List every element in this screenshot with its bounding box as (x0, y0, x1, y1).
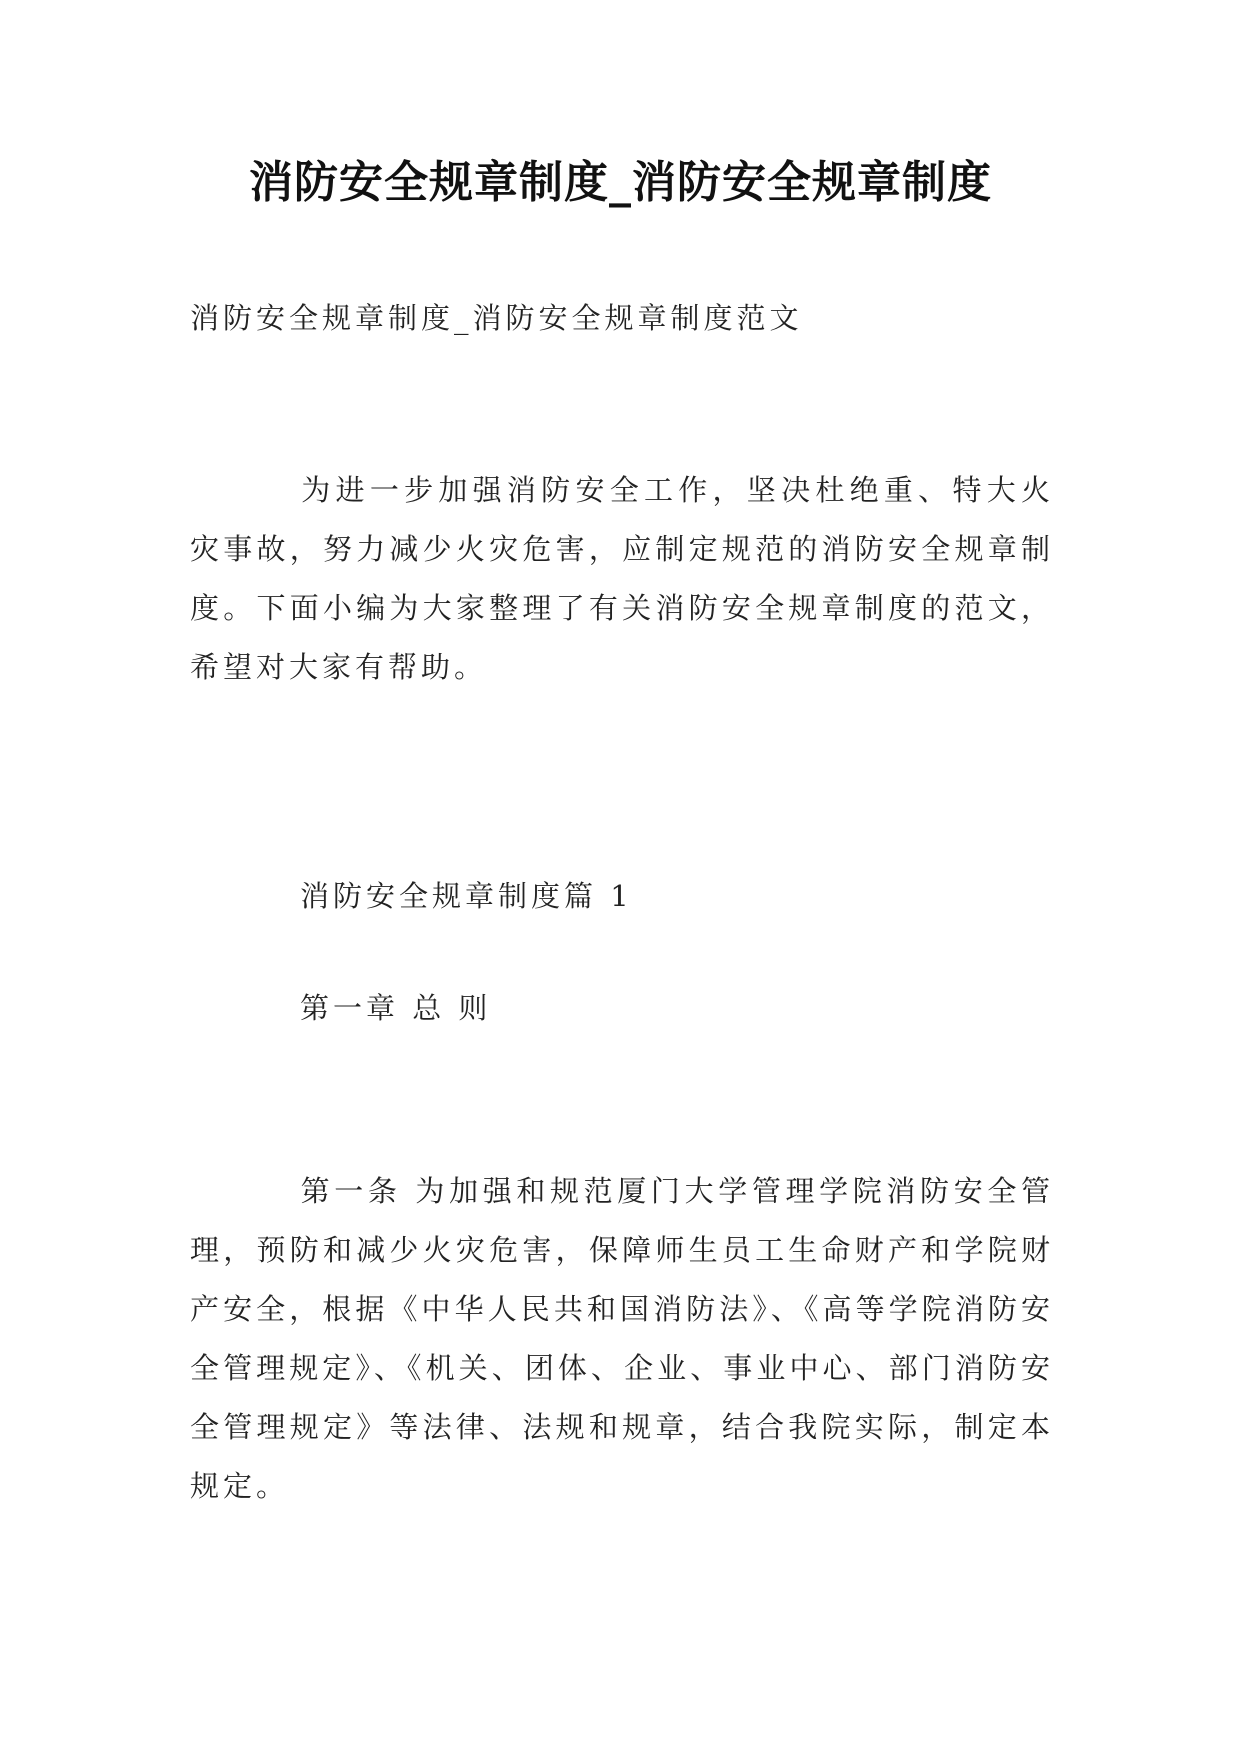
article-1-paragraph (190, 1162, 1054, 1516)
document-subtitle: 消防安全规章制度_消防安全规章制度范文 (190, 301, 803, 335)
chapter-title: 第一章 总 则 (300, 991, 492, 1025)
section-title: 消防安全规章制度篇 1 (300, 879, 633, 913)
intro-paragraph (190, 461, 1054, 697)
intro-text: 为进一步加强消防安全工作，坚决杜绝重、特大火灾事故，努力减少火灾危害，应制定规范的消防安全规章制度。下面小编为大家整理了有关消防安全规章制度的范文，希望对大家有帮助。 (190, 473, 1054, 684)
article-1-text: 第一条 为加强和规范厦门大学管理学院消防安全管理，预防和减少火灾危害，保障师生员工生命财产和学院财产安全，根据《中华人民共和国消防法》、《高等学院消防安全管理规定》、《机关、团体、企业、事业中心、部门消防安全管理规定》等法律、法规和规章，结合我院实际，制定本规定。 (190, 1174, 1054, 1503)
page-title: 消防安全规章制度_消防安全规章制度 (249, 157, 992, 208)
